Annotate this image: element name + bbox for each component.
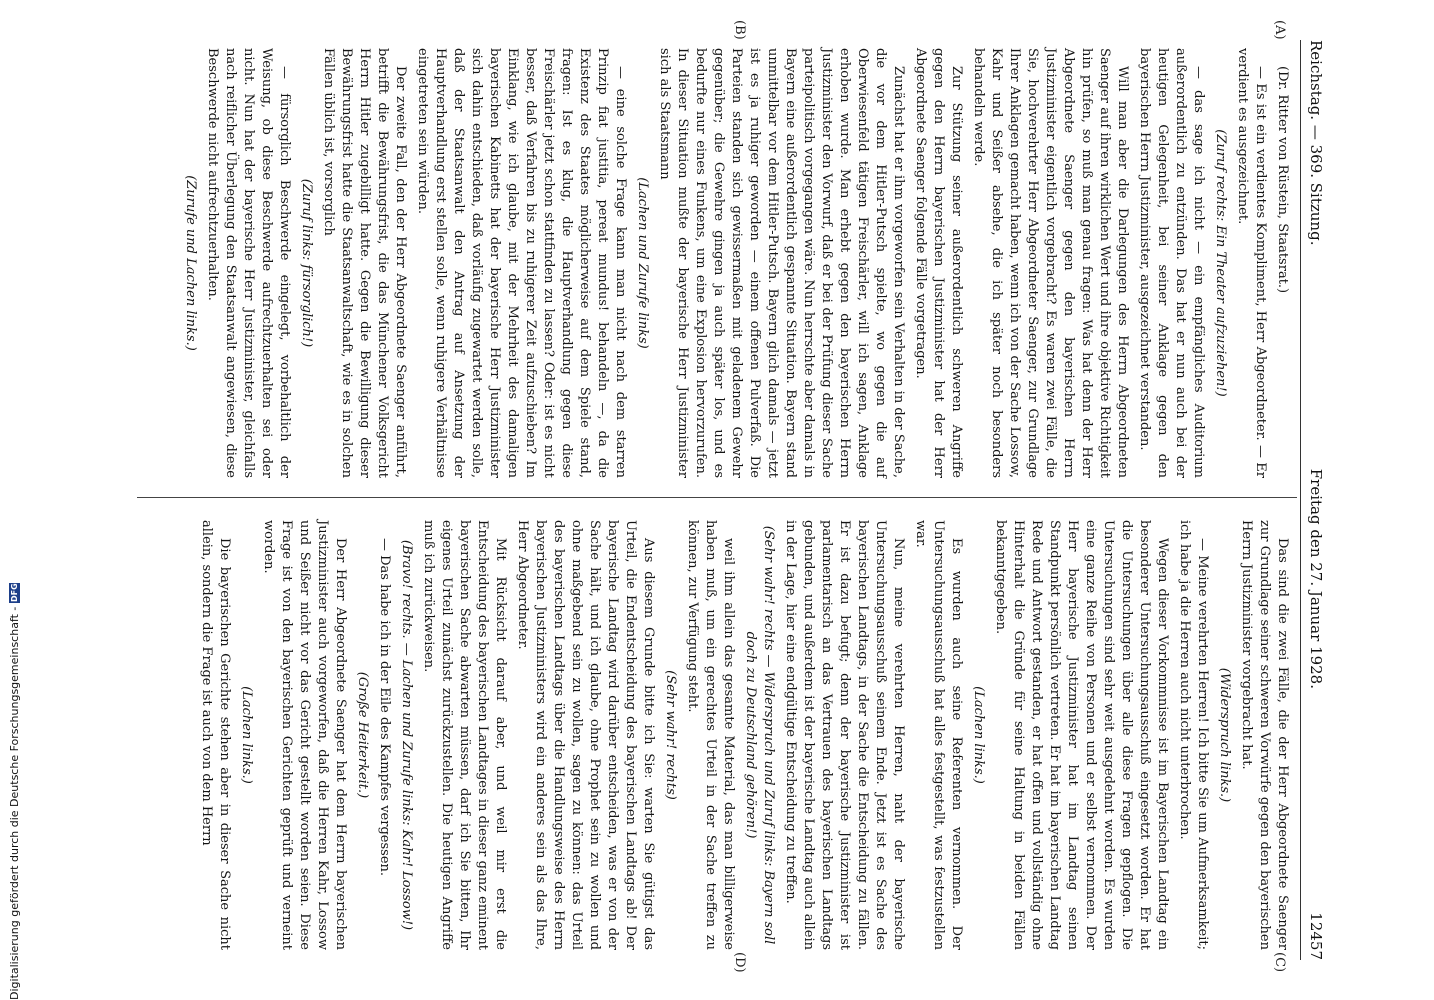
left-text-column bbox=[177, 48, 1291, 478]
header-left: Reichstag. — 369. Sitzung. bbox=[1307, 40, 1325, 246]
interjection: (Lachen und Zurufe links) bbox=[635, 177, 650, 349]
interjection: (Widerspruch links.) bbox=[1217, 667, 1232, 803]
paragraph: Wegen dieser Vorkommnisse ist im Bayerischen Landtag ein besonderer Untersuchungsausschuß eingesetzt worden. Er hat die Untersuchungen über alle diese Fragen gepflogen. Die Untersuchungen sind sehr weit ausgedehnt worden. Es wurden eine ganze Reihe von Personen und er selbst vernommen. Der Herr bayerische Justizminister hat im Landtag seinen Standpunkt persönlich vertreten. Er hat im bayerischen Landtag Rede und Antwort gestanden, er hat offen und vollständig ohne Hinterhalt die Gründe für seine Haltung in beiden Fällen bekanntgegeben. bbox=[993, 520, 1170, 950]
interjection: (Lachen links.) bbox=[971, 686, 986, 784]
interjection: (Sehr wahr! rechts — Widerspruch und Zuruf links: Bayern soll doch zu Deutschland gehören!) bbox=[743, 525, 776, 945]
paragraph: — fürsorglich Beschwerde eingelegt, vorbehaltlich der Weisung, ob diese Beschwerde aufrechtzuerhalten sei oder nicht. Nun hat der bayerische Herr Justizminister, gleichfalls nach reiflicher Überlegung den Staatsanwalt angewiesen, diese Beschwerde nicht aufrechtzuerhalten. bbox=[205, 48, 292, 478]
paragraph: — Das habe ich in der Eile des Kampfes vergessen. bbox=[377, 538, 392, 877]
paragraph: Nun, meine verehrten Herren, naht der bayerische Untersuchungsausschuß seinem Ende. Jetzt ist es Sache des bayerischen Landtags, in der Sache die Entscheidung zu fällen. Er ist dazu befugt; denn der bayerische Justizminister ist parlamentarisch an das Vertrauen des bayerischen Landtags gebunden, und außerdem ist der bayerische Landtag auch allein in der Lage, hier eine endgültige Entscheidung zu treffen. bbox=[783, 520, 906, 950]
paragraph: Die bayerischen Gerichte stehen aber in dieser Sache nicht allein, sondern die Frage ist auch von dem Herrn bbox=[199, 520, 232, 950]
header-date: Freitag den 27. Januar 1928. bbox=[1307, 468, 1325, 689]
paragraph: — eine solche Frage kann man nicht nach dem starren Prinzip fiat justitia, pereat mundus! behandeln —, da die Existenz des Staates möglicherweise auf dem Spiele stand, fragen: Ist es klug, die Hauptverhandlung gegen diese Freischärler jetzt schon stattfinden zu lassen? Oder: ist es nicht besser, daß Verfahren bis zu ruhigerer Zeit aufzuschieben? Im Einklang, wie ich glaube, mit der Mehrheit des damaligen bayerischen Kabinetts hat der bayerische Herr Justizminister sich dahin entschieden, daß vorläufig zugewartet werden solle, daß der Staatsanwalt den Antrag auf Ansetzung der Hauptverhandlung erst stellen solle, wenn ruhigere Verhältnisse eingetreten sein würden. bbox=[415, 48, 628, 478]
page-number: 12457 bbox=[1307, 912, 1325, 960]
paragraph: Der zweite Fall, den der Herr Abgeordnete Saenger anführt, betrifft die Bewährungsfrist, die das Münchener Volksgericht Herrn Hitler zugebilligt hatte. Gegen die Bewilligung dieser Bewährungsfrist hatte die Staatsanwaltschaft, wie es in solchen Fällen üblich ist, vorsorglich bbox=[321, 48, 408, 478]
interjection: (Lachen links.) bbox=[239, 686, 254, 784]
column-divider bbox=[137, 497, 1297, 498]
paragraph: — Meine verehrten Herren! Ich bitte Sie um Aufmerksamkeit; ich habe ja die Herren auch nicht unterbrochen. bbox=[1177, 520, 1210, 950]
paragraph: Zunächst hat er ihm vorgeworfen sein Verhalten in der Sache, die vor dem Hitler-Putsch spielte, wo gegen die auf Oberwiesenfeld tätigen Freischärler, will ich sagen, Anklage erhoben wurde. Man erhebt gegen den bayerischen Herrn Justizminister den Vorwurf, daß er bei der Prüfung dieser Sache parteipolitisch vorgegangen wäre. Nun herrschte aber damals in Bayern eine außerordentlich gespannte Situation. Bayern stand unmittelbar vor dem Hitler-Putsch. Bayern glich damals — jetzt ist es ja ruhiger geworden — einem offenen Pulverfaß. Die Parteien standen sich gewissermaßen mit geladenem Gewehr gegenüber; die Gewehre gingen ja auch später los, und es bedurfte nur eines Funkens, um eine Explosion hervorzurufen. In dieser Situation mußte der bayerische Herr Justizminister sich als Staatsmann bbox=[657, 48, 906, 478]
interjection: (Große Heiterkeit.) bbox=[355, 671, 370, 799]
margin-mark-c: (C) bbox=[1272, 952, 1287, 973]
paragraph: — das sage ich nicht — ein empfängliches Auditorium außerordentlich zu entzünden. Das hat er nun auch bei der heutigen Gelegenheit, bei seiner Anklage gegen den bayerischen Herrn Justizminister, ausgezeichnet verstanden. bbox=[1137, 48, 1206, 478]
paragraph: Aus diesem Grunde bitte ich Sie: warten Sie gütigst das Urteil, die Endentscheidung des bayerischen Landtags ab! Der bayerische Landtag wird darüber entscheiden, was er von der Sache hält, und ich glaube, ohne Prophet sein zu wollen und ohne maßgebend sein zu wollen, sagen zu können: das Urteil des bayerischen Landtags über die Handlungsweise des Herrn bayerischen Justizministers wird ein anderes sein als das Ihre, Herr Abgeordneter. bbox=[515, 520, 656, 950]
paragraph: — Es ist ein verdientes Kompliment, Herr Abgeordneter. — Er verdient es ausgezeichnet. bbox=[1235, 48, 1268, 478]
dfg-logo: DFG bbox=[9, 583, 19, 602]
interjection: (Sehr wahr! rechts) bbox=[663, 670, 678, 800]
right-text-column bbox=[193, 520, 1291, 950]
interjection: (Zuruf rechts: Ein Theater aufzuziehen!) bbox=[1213, 129, 1228, 397]
rotated-page-content bbox=[67, 0, 1367, 1000]
digitization-credit bbox=[6, 10, 22, 1000]
header-rule bbox=[1300, 40, 1301, 960]
credit-text: Digitalisierung gefördert durch die Deutsche Forschungsgemeinschaft - bbox=[7, 606, 21, 1000]
interjection: (Zurufe und Lachen links.) bbox=[183, 175, 198, 351]
paragraph: Es wurden auch seine Referenten vernommen. Der Untersuchungsausschuß hat alles festgestellt, was festzustellen war. bbox=[913, 520, 964, 950]
paragraph: Will man aber die Darlegungen des Herrn Abgeordneten Saenger auf ihren wirklichen Wert und ihre objektive Richtigkeit hin prüfen, so muß man genau fragen: Was hat denn der Herr Abgeordnete Saenger gegen den bayerischen Herrn Justizminister eigentlich vorgebracht? Es waren zwei Fälle, die Sie, hochverehrter Herr Abgeordneter Saenger, zur Grundlage Ihrer Anklagen gemacht haben, wenn ich von der Sache Lossow, Kahr und Seißer absehe, die ich später noch besonders behandeln werde. bbox=[971, 48, 1130, 478]
paragraph: weil ihm allein das gesamte Material, das man billigerweise haben muß, um ein gerechtes Urteil in der Sache treffen zu können, zur Verfügung steht. bbox=[685, 520, 736, 950]
interjection: (Zuruf links: fürsorglich!) bbox=[299, 178, 314, 348]
paragraph: Der Herr Abgeordnete Saenger hat dem Herrn bayerischen Justizminister auch vorgeworfen, daß die Herren Kahr, Lossow und Seißer nicht vor das Gericht gestellt worden seien. Diese Frage ist von den bayerischen Gerichten geprüft und verneint worden. bbox=[261, 520, 348, 950]
paragraph: Das sind die zwei Fälle, die der Herr Abgeordnete Saenger zur Grundlage seiner schweren Vorwürfe gegen den bayerischen Herrn Justizminister vorgebracht hat. bbox=[1239, 520, 1290, 950]
page-header bbox=[1305, 40, 1327, 960]
margin-mark-a: (A) bbox=[1272, 20, 1287, 40]
paragraph: Mit Rücksicht darauf aber, und weil mir erst die Entscheidung des bayerischen Landtages in dieser ganz eminent bayerischen Sache abwarten müssen, darf ich Sie bitten, Ihr eigenes Urteil zunächst zurückzustellen. Die heutigen Angriffe muß ich zurückweisen. bbox=[421, 520, 508, 950]
paragraph: (Dr. Ritter von Rüstein, Staatsrat.) bbox=[1275, 66, 1290, 294]
margin-mark-b: (B) bbox=[732, 20, 747, 40]
paragraph: Zur Stützung seiner außerordentlich schweren Angriffe gegen den Herrn bayerischen Justizminister hat der Herr Abgeordnete Saenger folgende Fälle vorgetragen. bbox=[913, 48, 964, 478]
interjection: (Bravo! rechts. — Lachen und Zurufe links: Kahr! Lossow!) bbox=[399, 539, 414, 931]
margin-mark-d: (D) bbox=[732, 952, 747, 973]
